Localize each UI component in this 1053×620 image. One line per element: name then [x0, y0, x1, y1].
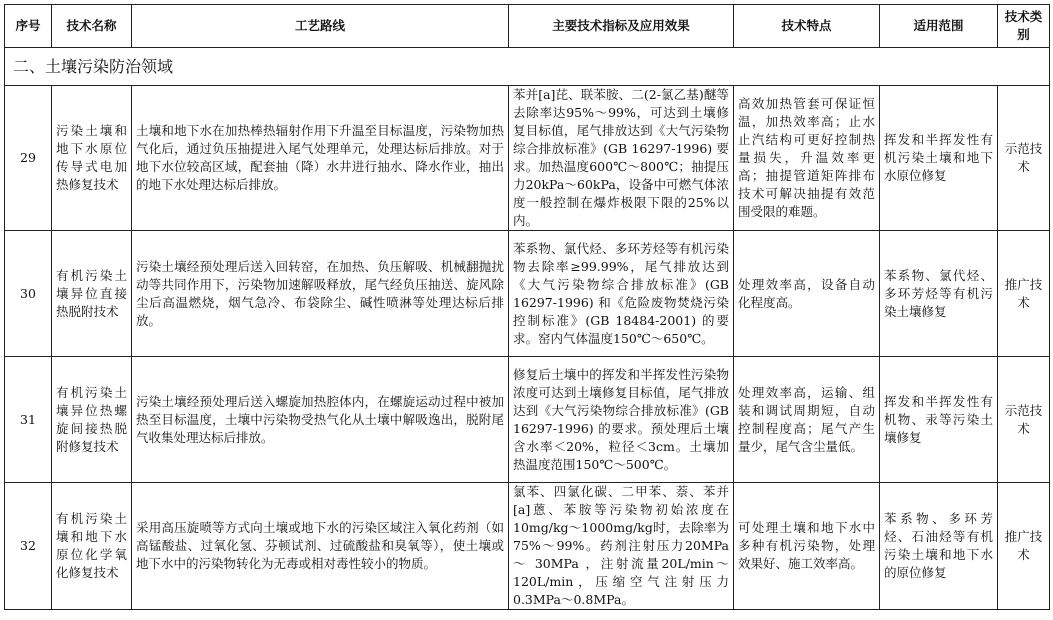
header-no: 序号 — [5, 5, 52, 48]
table-row — [5, 357, 1050, 483]
row-tech-name: 有机污染土壤异位热螺旋间接热脱附修复技术 — [52, 357, 132, 483]
section-title: 二、土壤污染防治领域 — [5, 48, 1050, 86]
row-scope: 苯系物、多环芳烃、石油烃等有机污染土壤和地下水的原位修复 — [880, 483, 998, 610]
row-process-route: 土壤和地下水在加热棒热辐射作用下升温至目标温度，污染物加热气化后，通过负压抽提进入尾气处理单元，处理达标后排放。对于地下水位较高区域，配套抽（降）水井进行抽水、降水作业，抽出的地下水处理达标后排放。 — [132, 86, 509, 231]
row-metrics: 苯系物、氯代烃、多环芳烃等有机污染物去除率≥99.99%，尾气排放达到《大气污染物综合排放标准》(GB 16297-1996) 和《危险废物焚烧污染控制标准》(GB 18484-2001) 的要求。窑内气体温度150℃～650℃。 — [509, 231, 734, 357]
row-no: 32 — [5, 483, 52, 610]
table-row — [5, 483, 1050, 610]
table-row — [5, 86, 1050, 231]
row-features: 可处理土壤和地下水中多种有机污染物，处理效果好、施工效率高。 — [734, 483, 880, 610]
row-metrics: 修复后土壤中的挥发和半挥发性污染物浓度可达到土壤修复目标值，尾气排放达到《大气污染物综合排放标准》(GB 16297-1996) 的要求。预处理后土壤含水率＜20%，粒径＜3cm。土壤加热温度范围150℃～500℃。 — [509, 357, 734, 483]
row-no: 30 — [5, 231, 52, 357]
header-route: 工艺路线 — [132, 5, 509, 48]
row-category: 示范技术 — [998, 86, 1050, 231]
row-scope: 苯系物、氯代烃、多环芳烃等有机污染土壤修复 — [880, 231, 998, 357]
row-category: 推广技术 — [998, 231, 1050, 357]
header-row — [5, 5, 1050, 48]
row-category: 示范技术 — [998, 357, 1050, 483]
header-scope: 适用范围 — [880, 5, 998, 48]
row-metrics: 氯苯、四氯化碳、二甲苯、萘、苯并[a]蒽、苯胺等污染物初始浓度在10mg/kg～1000mg/kg时，去除率为75%～99%。药剂注射压力20MPa ～ 30MPa ，注射流量20L/min～120L/min，压缩空气注射压力0.3MPa～0.8MPa。 — [509, 483, 734, 610]
row-no: 29 — [5, 86, 52, 231]
row-tech-name: 污染土壤和地下水原位传导式电加热修复技术 — [52, 86, 132, 231]
header-features: 技术特点 — [734, 5, 880, 48]
header-category: 技术类别 — [998, 5, 1050, 48]
row-process-route: 污染土壤经预处理后送入回转窑，在加热、负压解吸、机械翻抛扰动等共同作用下，污染物加速解吸释放，尾气经负压抽送、旋风除尘后高温燃烧，烟气急冷、布袋除尘、碱性喷淋等处理达标后排放。 — [132, 231, 509, 357]
row-scope: 挥发和半挥发性有机物、汞等污染土壤修复 — [880, 357, 998, 483]
table-row — [5, 231, 1050, 357]
header-name: 技术名称 — [52, 5, 132, 48]
row-no: 31 — [5, 357, 52, 483]
row-features: 高效加热管套可保证恒温，加热效率高；止水止汽结构可更好控制热量损失，升温效率更高；抽提管道矩阵排布技术可解决抽提有效范围受限的难题。 — [734, 86, 880, 231]
row-tech-name: 有机污染土壤和地下水原位化学氧化修复技术 — [52, 483, 132, 610]
row-category: 推广技术 — [998, 483, 1050, 610]
row-process-route: 采用高压旋喷等方式向土壤或地下水的污染区域注入氧化药剂（如高锰酸盐、过氧化氢、芬顿试剂、过硫酸盐和臭氧等），使土壤或地下水中的污染物转化为无毒或相对毒性较小的物质。 — [132, 483, 509, 610]
row-tech-name: 有机污染土壤异位直接热脱附技术 — [52, 231, 132, 357]
row-process-route: 污染土壤经预处理后送入螺旋加热腔体内，在螺旋运动过程中被加热至目标温度，土壤中污染物受热气化从土壤中解吸逸出，脱附尾气收集处理达标后排放。 — [132, 357, 509, 483]
row-metrics: 苯并[a]芘、联苯胺、二(2-氯乙基)醚等去除率达95%～99%，可达到土壤修复目标值，尾气排放达到《大气污染物综合排放标准》(GB 16297-1996) 要求。加热温度600℃～800℃；抽提压力20kPa～60kPa，设备中可燃气体浓度一般控制在爆炸极限下限的25%以内。 — [509, 86, 734, 231]
row-features: 处理效率高，设备自动化程度高。 — [734, 231, 880, 357]
technology-table — [4, 4, 1050, 610]
header-metrics: 主要技术指标及应用效果 — [509, 5, 734, 48]
row-features: 处理效率高，运输、组装和调试周期短，自动控制程度高；尾气产生量少，尾气含尘量低。 — [734, 357, 880, 483]
section-row — [5, 48, 1050, 86]
row-scope: 挥发和半挥发性有机污染土壤和地下水原位修复 — [880, 86, 998, 231]
